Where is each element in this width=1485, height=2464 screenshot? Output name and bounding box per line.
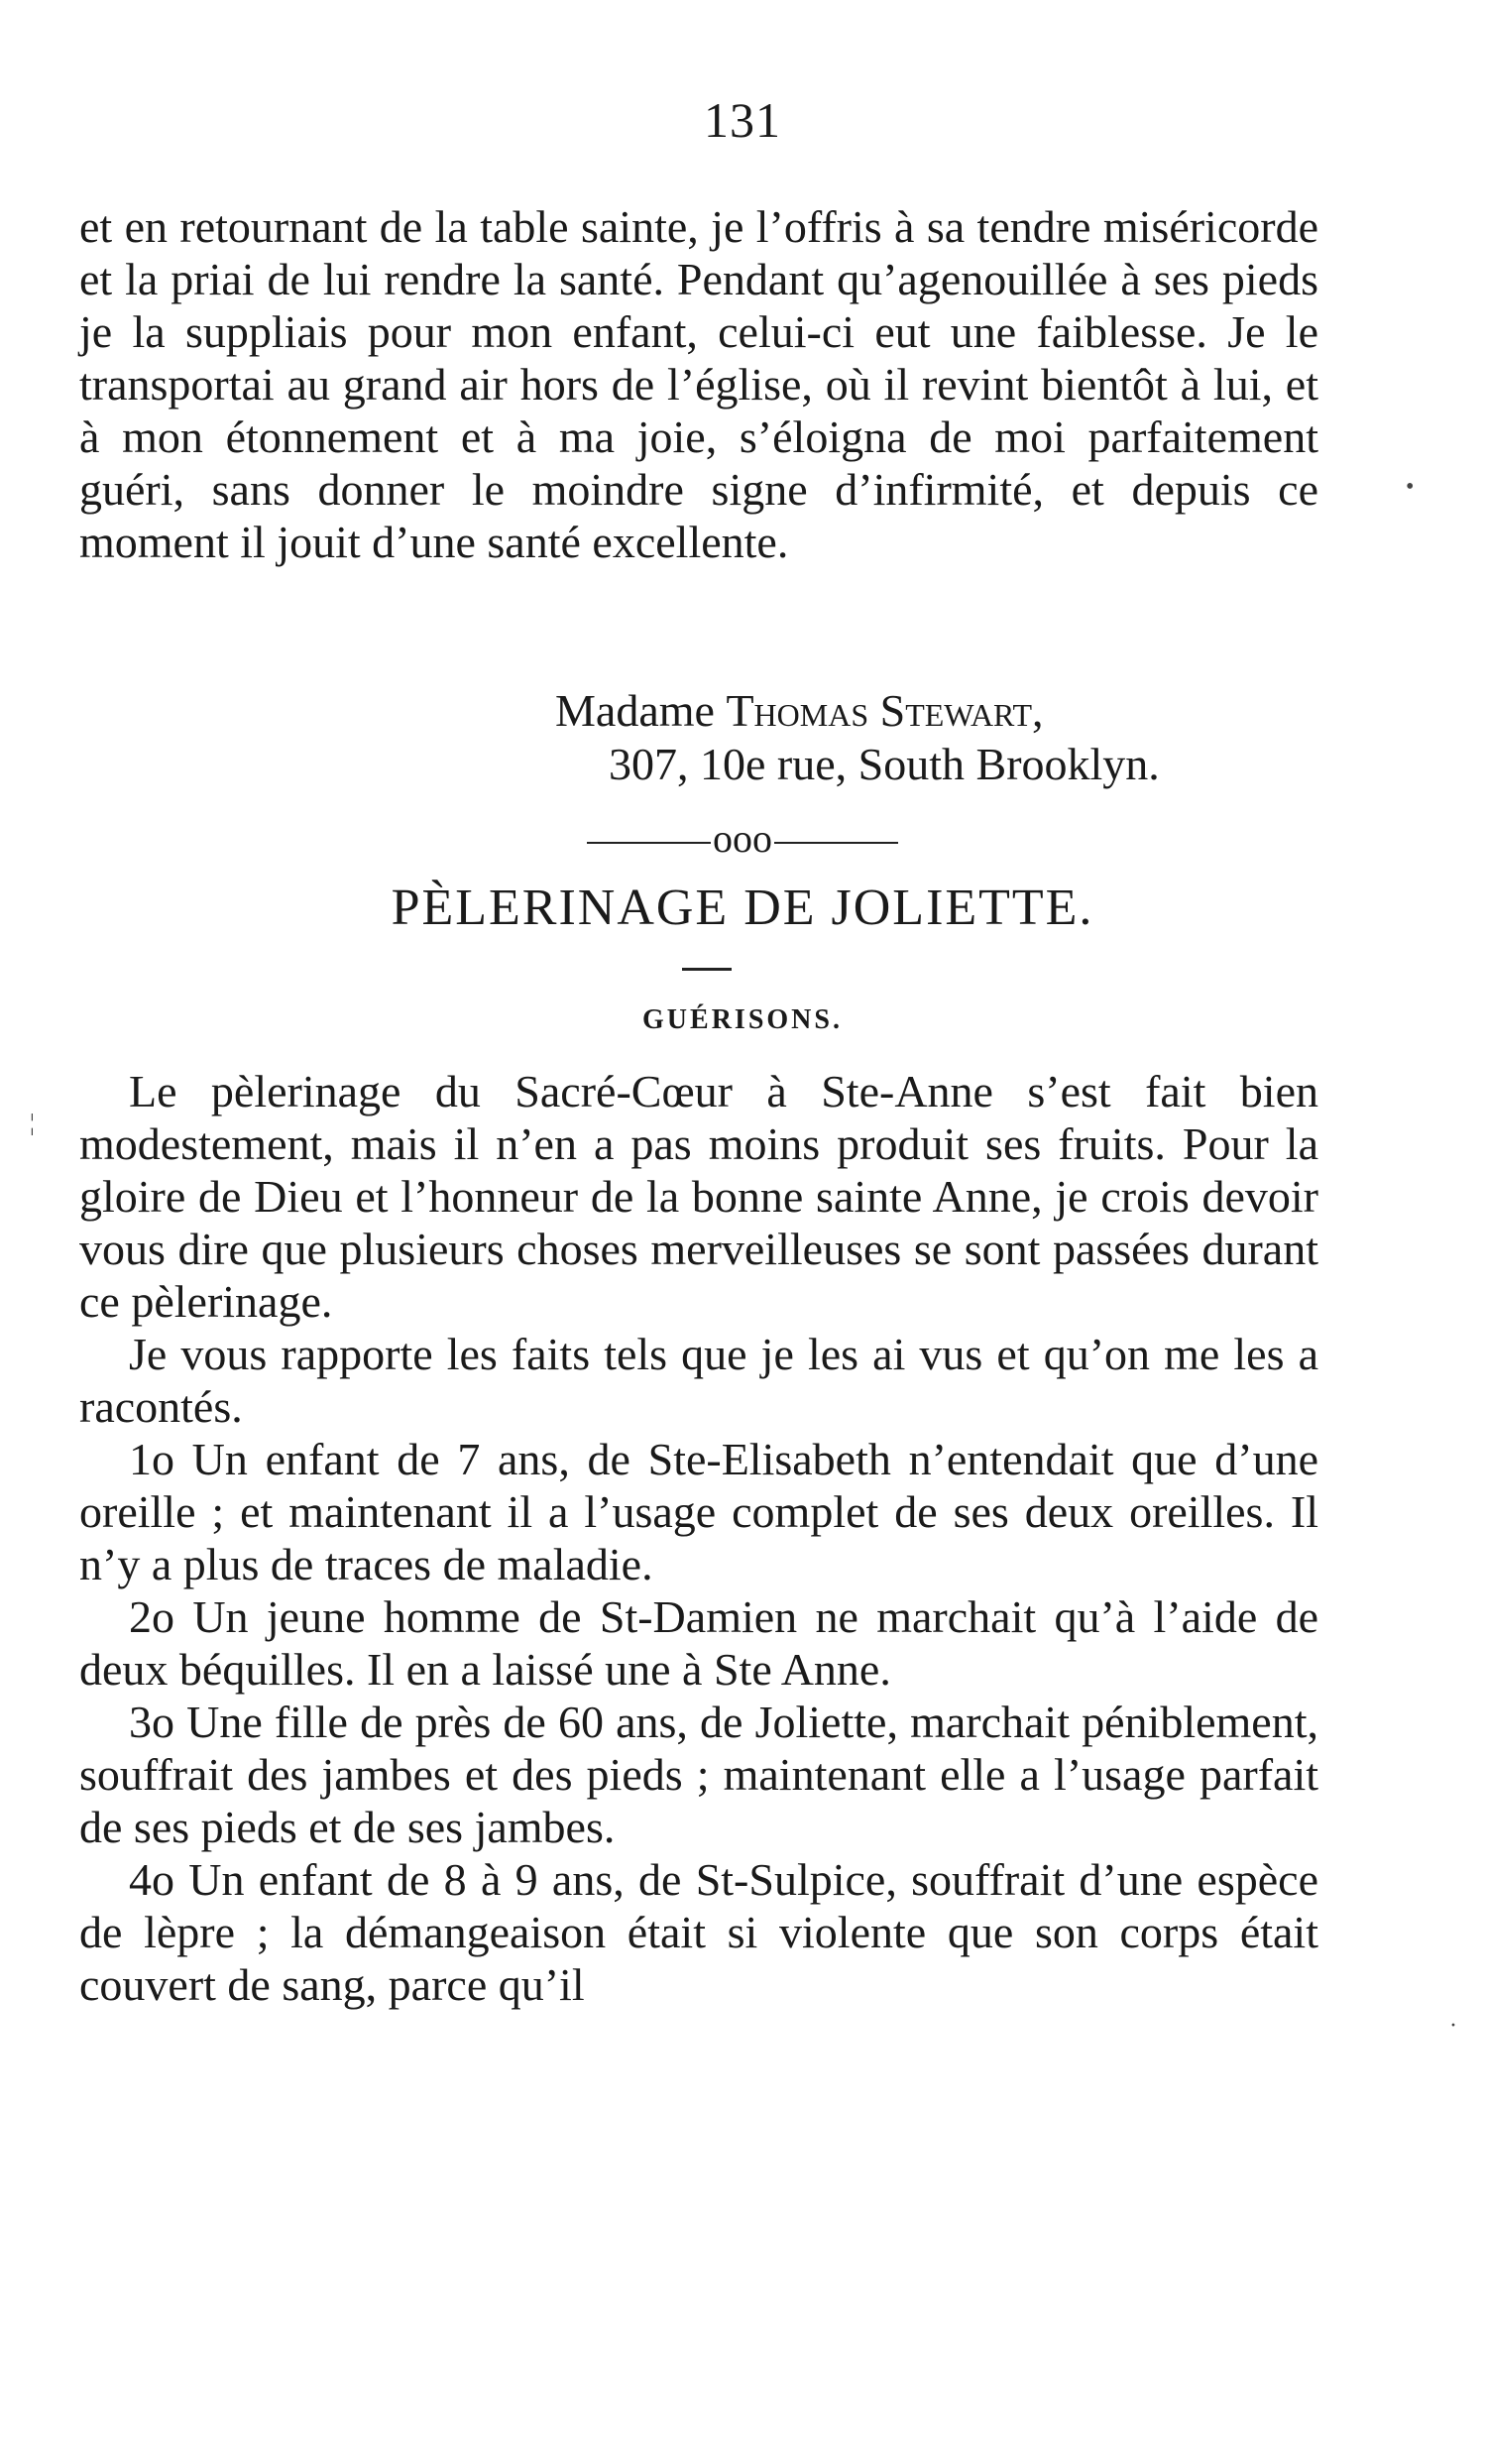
- separator-mark: ooo: [713, 816, 772, 861]
- body-paragraph: 1o Un enfant de 7 ans, de Ste-Elisabeth n’entendait que d’une oreille ; et maintenant il a l’usage complet de ses deux oreilles. Il n’y a plus de traces de maladie.: [79, 1434, 1318, 1589]
- margin-speck: ¦: [30, 1111, 35, 1136]
- body-text: [79, 1065, 1318, 2011]
- body-paragraph: Le pèlerinage du Sacré-Cœur à Ste-Anne s’est fait bien modestement, mais il n’en a pas moins produit ses fruits. Pour la gloire de Dieu et l’honneur de la bonne sainte Anne, je crois devoir vous dire que plusieurs choses merveilleuses se sont passées durant ce pèlerinage.: [79, 1066, 1318, 1327]
- signature-name-prefix: Madame: [555, 685, 727, 736]
- body-paragraph: 3o Une fille de près de 60 ans, de Joliette, marchait péniblement, souffrait des jambes et des pieds ; maintenant elle a l’usage parfait de ses pieds et de ses jambes.: [79, 1697, 1318, 1852]
- separator-dash-left: [587, 842, 711, 844]
- page-number: 131: [704, 92, 781, 148]
- body-paragraph: 2o Un jeune homme de St-Damien ne marchait qu’à l’aide de deux béquilles. Il en a laissé une à Ste Anne.: [79, 1591, 1318, 1695]
- body-paragraph: 4o Un enfant de 8 à 9 ans, de St-Sulpice, souffrait d’une espèce de lèpre ; la démangeaison était si violente que son corps était couvert de sang, parce qu’il: [79, 1854, 1318, 2010]
- margin-speck: •: [1406, 474, 1415, 500]
- margin-speck: ·: [1449, 2013, 1457, 2039]
- intro-text: [79, 200, 1318, 568]
- body-paragraph: Je vous rapporte les faits tels que je les ai vus et qu’on me les a racontés.: [79, 1329, 1318, 1432]
- signature-address: 307, 10e rue, South Brooklyn.: [609, 739, 1160, 789]
- title-rule: [682, 968, 732, 971]
- section-title: PÈLERINAGE DE JOLIETTE.: [391, 880, 1094, 936]
- intro-paragraph: et en retournant de la table sainte, je l’offris à sa tendre miséricorde et la priai de lui rendre la santé. Pendant qu’agenouillée à ses pieds je la suppliais pour mon enfant, celui-ci eut une faiblesse. Je le transportai au grand air hors de l’église, où il revint bientôt à lui, et à mon étonnement et à ma joie, s’éloigna de moi parfaitement guéri, sans donner le moindre signe d’infirmité, et depuis ce moment il jouit d’une santé excellente.: [79, 201, 1318, 567]
- signature-name-small-caps: Thomas Stewart,: [726, 685, 1044, 736]
- separator-dash-right: [774, 842, 898, 844]
- section-separator: [0, 815, 1485, 863]
- section-subtitle: GUÉRISONS.: [642, 1004, 843, 1035]
- signature-name: [555, 684, 1044, 738]
